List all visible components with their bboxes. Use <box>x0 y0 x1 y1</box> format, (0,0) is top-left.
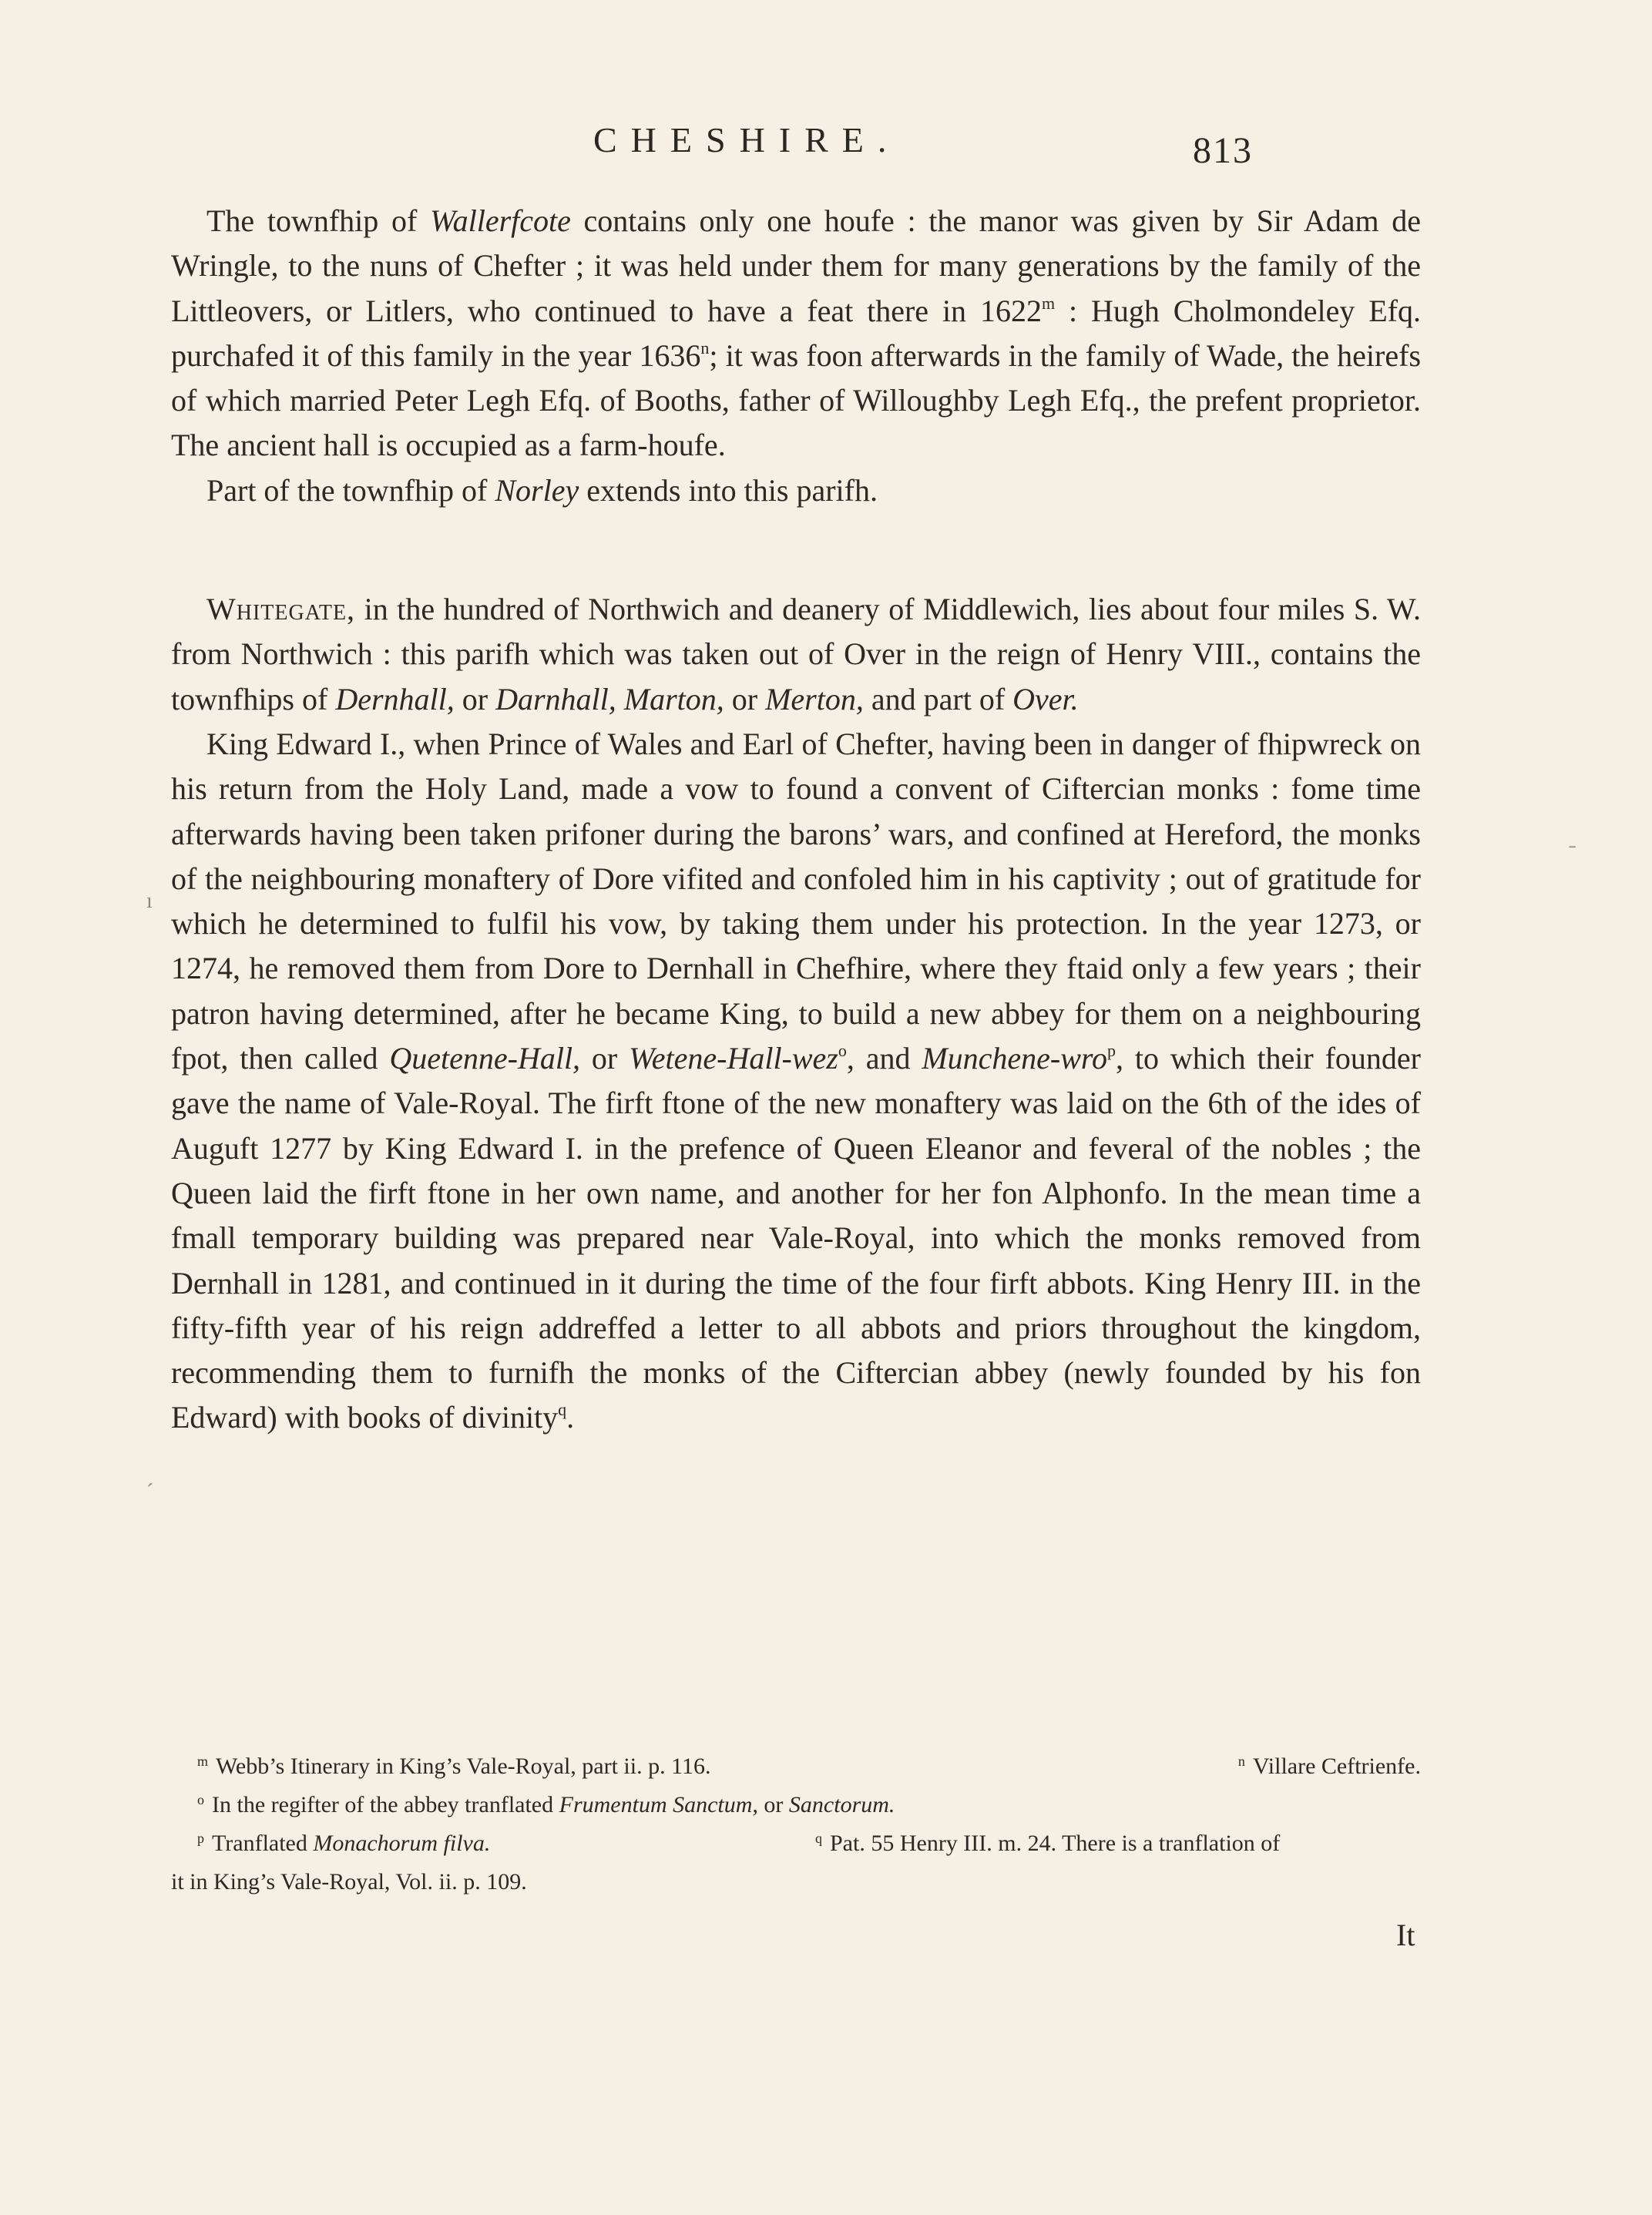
place-name: Wallerfcote <box>429 203 571 238</box>
footnote-text: or <box>757 1792 789 1817</box>
footnote-text: Webb’s Itinerary in King’s Vale-Royal, part ii. p. 116. <box>216 1754 711 1779</box>
footnote-n <box>1238 1747 1421 1786</box>
place-name: Norley <box>495 472 579 508</box>
footnotes <box>171 1747 1421 1901</box>
footnote-row <box>171 1863 1421 1901</box>
running-title: CHESHIRE. <box>593 120 901 159</box>
place-name: Munchene-wro <box>922 1041 1108 1076</box>
footnote-italic: Frumentum Sanctum, <box>559 1792 758 1817</box>
text-segment: , and <box>846 1041 922 1076</box>
text-segment: extends into this parifh. <box>579 472 878 508</box>
text-segment: contains only one houfe : the manor was given by Sir Adam de Wringle, to the nuns of Chefter ; it was held under them for many generations by the family of the Littleovers, or Litlers, who continued to have a feat there in 1622 <box>171 203 1421 328</box>
place-name: Quetenne-Hall, <box>389 1041 581 1076</box>
footnote-ref: m <box>1041 293 1056 313</box>
footnote-text: Villare Ceftrienfe. <box>1252 1754 1421 1779</box>
footnote-italic: Sanctorum. <box>788 1792 895 1817</box>
footnote-text: Tranflated <box>212 1831 314 1856</box>
footnote-marker: o <box>197 1792 204 1807</box>
footnote-row <box>171 1824 1421 1863</box>
paragraph-wallerscote <box>171 199 1421 468</box>
footnote-p <box>197 1824 490 1863</box>
footnote-ref: p <box>1107 1041 1116 1061</box>
text-segment: Part of the townfhip of <box>206 472 495 508</box>
place-name: Dernhall, <box>335 681 455 717</box>
parish-heading: Whitegate, <box>206 592 356 627</box>
footnote-marker: m <box>197 1754 209 1769</box>
footnote-text: Pat. 55 Henry III. m. 24. There is a tranflation of <box>830 1831 1281 1856</box>
running-head <box>0 117 1652 179</box>
footnote-row <box>171 1747 1421 1786</box>
place-name: Over. <box>1012 681 1079 717</box>
paragraph-norley <box>171 468 1421 513</box>
text-segment: The townfhip of <box>206 203 430 238</box>
footnote-ref: n <box>700 337 710 357</box>
margin-mark: ˗ <box>1569 833 1576 857</box>
footnote-ref: o <box>838 1041 847 1061</box>
text-segment: . <box>566 1400 575 1435</box>
text-segment: , to which their founder gave the name of Vale-Royal. The firft ftone of the new monaftery was laid on the 6th of the ides of Auguft 1277 by King Edward I. in the prefence of Queen Eleanor and feveral of the nobles ; the Queen laid the firft ftone in her own name, and another for her fon Alphonfo. In the mean time a fmall temporary building was prepared near Vale-Royal, into which the monks removed from Dernhall in 1281, and continued in it during the time of the four firft abbots. King Henry III. in the fifty-fifth year of his reign addreffed a letter to all abbots and priors throughout the kingdom, recommending them to furnifh the monks of the Ciftercian abbey (newly founded by his fon Edward) with books of divinity <box>171 1041 1421 1435</box>
catchword: It <box>1396 1918 1415 1952</box>
page-number: 813 <box>1193 130 1253 171</box>
footnote-ref: q <box>558 1400 567 1420</box>
footnote-marker: p <box>197 1831 204 1846</box>
body-text <box>171 199 1421 1441</box>
text-segment: or <box>580 1041 630 1076</box>
text-segment: or <box>454 681 496 717</box>
footnote-o <box>197 1786 895 1824</box>
text-segment: ; it was foon afterwards in the family of Wade, the heirefs of which married Peter Legh Efq. of Booths, father of Willoughby Legh Efq., the prefent proprietor. The ancient hall is occupied as a farm-houfe. <box>171 337 1422 463</box>
place-name: Merton, <box>765 681 864 717</box>
text-segment: in the hundred of Northwich and deanery of Middlewich, lies about four miles S. W. from Northwich : this parifh which was taken out of Over in the reign of Henry VIII., contains the townfhips of <box>171 592 1421 717</box>
margin-mark: ı <box>146 889 153 913</box>
footnote-marker: q <box>815 1831 822 1846</box>
text-segment: or <box>724 681 766 717</box>
margin-mark: ˊ <box>146 1480 154 1504</box>
footnote-italic: Monachorum filva. <box>313 1831 491 1856</box>
footnote-row <box>171 1786 1421 1824</box>
paragraph-vale-royal <box>171 722 1421 1441</box>
text-segment: King Edward I., when Prince of Wales and Earl of Chefter, having been in danger of fhipwreck on his return from the Holy Land, made a vow to found a convent of Ciftercian monks : fome time afterwards having been taken prifoner during the barons’ wars, and confined at Hereford, the monks of the neighbouring monaftery of Dore vifited and confoled him in his captivity ; out of gratitude for which he determined to fulfil his vow, by taking them under his protection. In the year 1273, or 1274, he removed them from Dore to Dernhall in Chefhire, where they ftaid only a few years ; their patron having determined, after he became King, to build a new abbey for them on a neighbouring fpot, then called <box>171 726 1421 1076</box>
footnote-m <box>197 1747 710 1786</box>
footnote-text: In the regifter of the abbey tranflated <box>212 1792 559 1817</box>
text-segment: and part of <box>863 681 1013 717</box>
footnote-continuation: it in King’s Vale-Royal, Vol. ii. p. 109. <box>171 1869 527 1894</box>
place-name: Darnhall, Marton, <box>495 681 724 717</box>
text-segment: : Hugh Cholmondeley Efq. purchafed it of this family in the year 1636 <box>171 293 1421 373</box>
place-name: Wetene-Hall-wez <box>629 1041 838 1076</box>
footnote-q <box>815 1824 1280 1863</box>
paragraph-whitegate <box>171 587 1421 722</box>
footnote-marker: n <box>1237 1754 1245 1769</box>
